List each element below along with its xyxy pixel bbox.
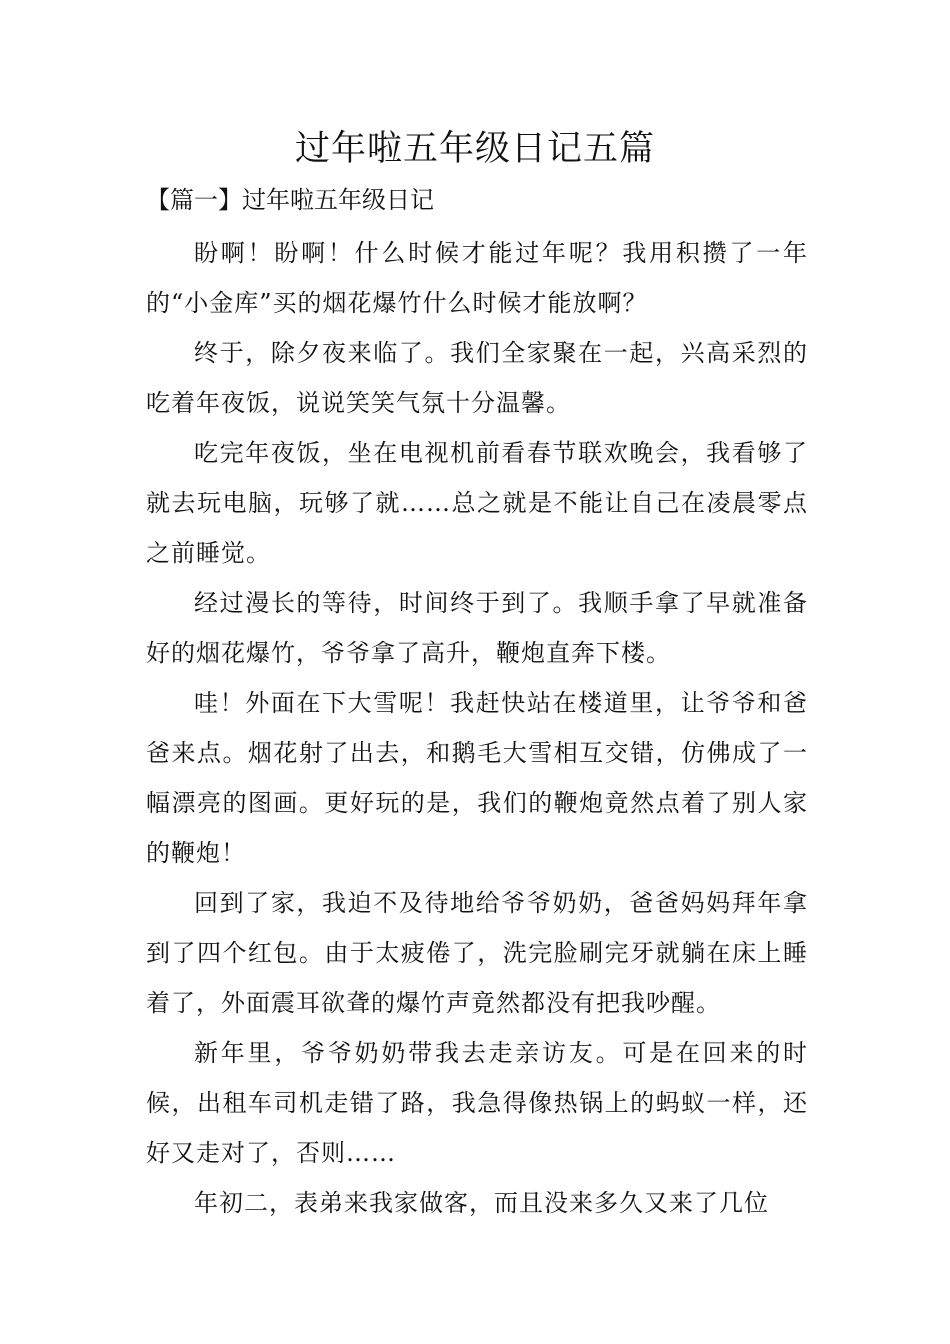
paragraph: 年初二，表弟来我家做客，而且没来多久又来了几位 [194,1189,769,1217]
section-heading: 【篇一】过年啦五年级日记 [146,186,434,214]
document-body [146,228,808,1228]
paragraph: 经过漫长的等待，时间终于到了。我顺手拿了早就准备好的烟花爆竹，爷爷拿了高升，鞭炮直奔下楼。 [146,589,808,667]
paragraph: 吃完年夜饭，坐在电视机前看春节联欢晚会，我看够了就去玩电脑，玩够了就……总之就是不能让自己在凌晨零点之前睡觉。 [146,439,808,567]
paragraph: 新年里，爷爷奶奶带我去走亲访友。可是在回来的时候，出租车司机走错了路，我急得像热锅上的蚂蚁一样，还好又走对了，否则…… [146,1039,808,1167]
paragraph: 盼啊！盼啊！什么时候才能过年呢？我用积攒了一年的“小金库”买的烟花爆竹什么时候才能放啊？ [146,239,808,317]
paragraph: 哇！外面在下大雪呢！我赶快站在楼道里，让爷爷和爸爸来点。烟花射了出去，和鹅毛大雪相互交错，仿佛成了一幅漂亮的图画。更好玩的是，我们的鞭炮竟然点着了别人家的鞭炮！ [146,689,808,867]
document-title: 过年啦五年级日记五篇 [294,129,655,169]
paragraph: 终于，除夕夜来临了。我们全家聚在一起，兴高采烈的吃着年夜饭，说说笑笑气氛十分温馨。 [146,339,808,417]
paragraph: 回到了家，我迫不及待地给爷爷奶奶，爸爸妈妈拜年拿到了四个红包。由于太疲倦了，洗完脸刷完牙就躺在床上睡着了，外面震耳欲聋的爆竹声竟然都没有把我吵醒。 [146,889,808,1017]
